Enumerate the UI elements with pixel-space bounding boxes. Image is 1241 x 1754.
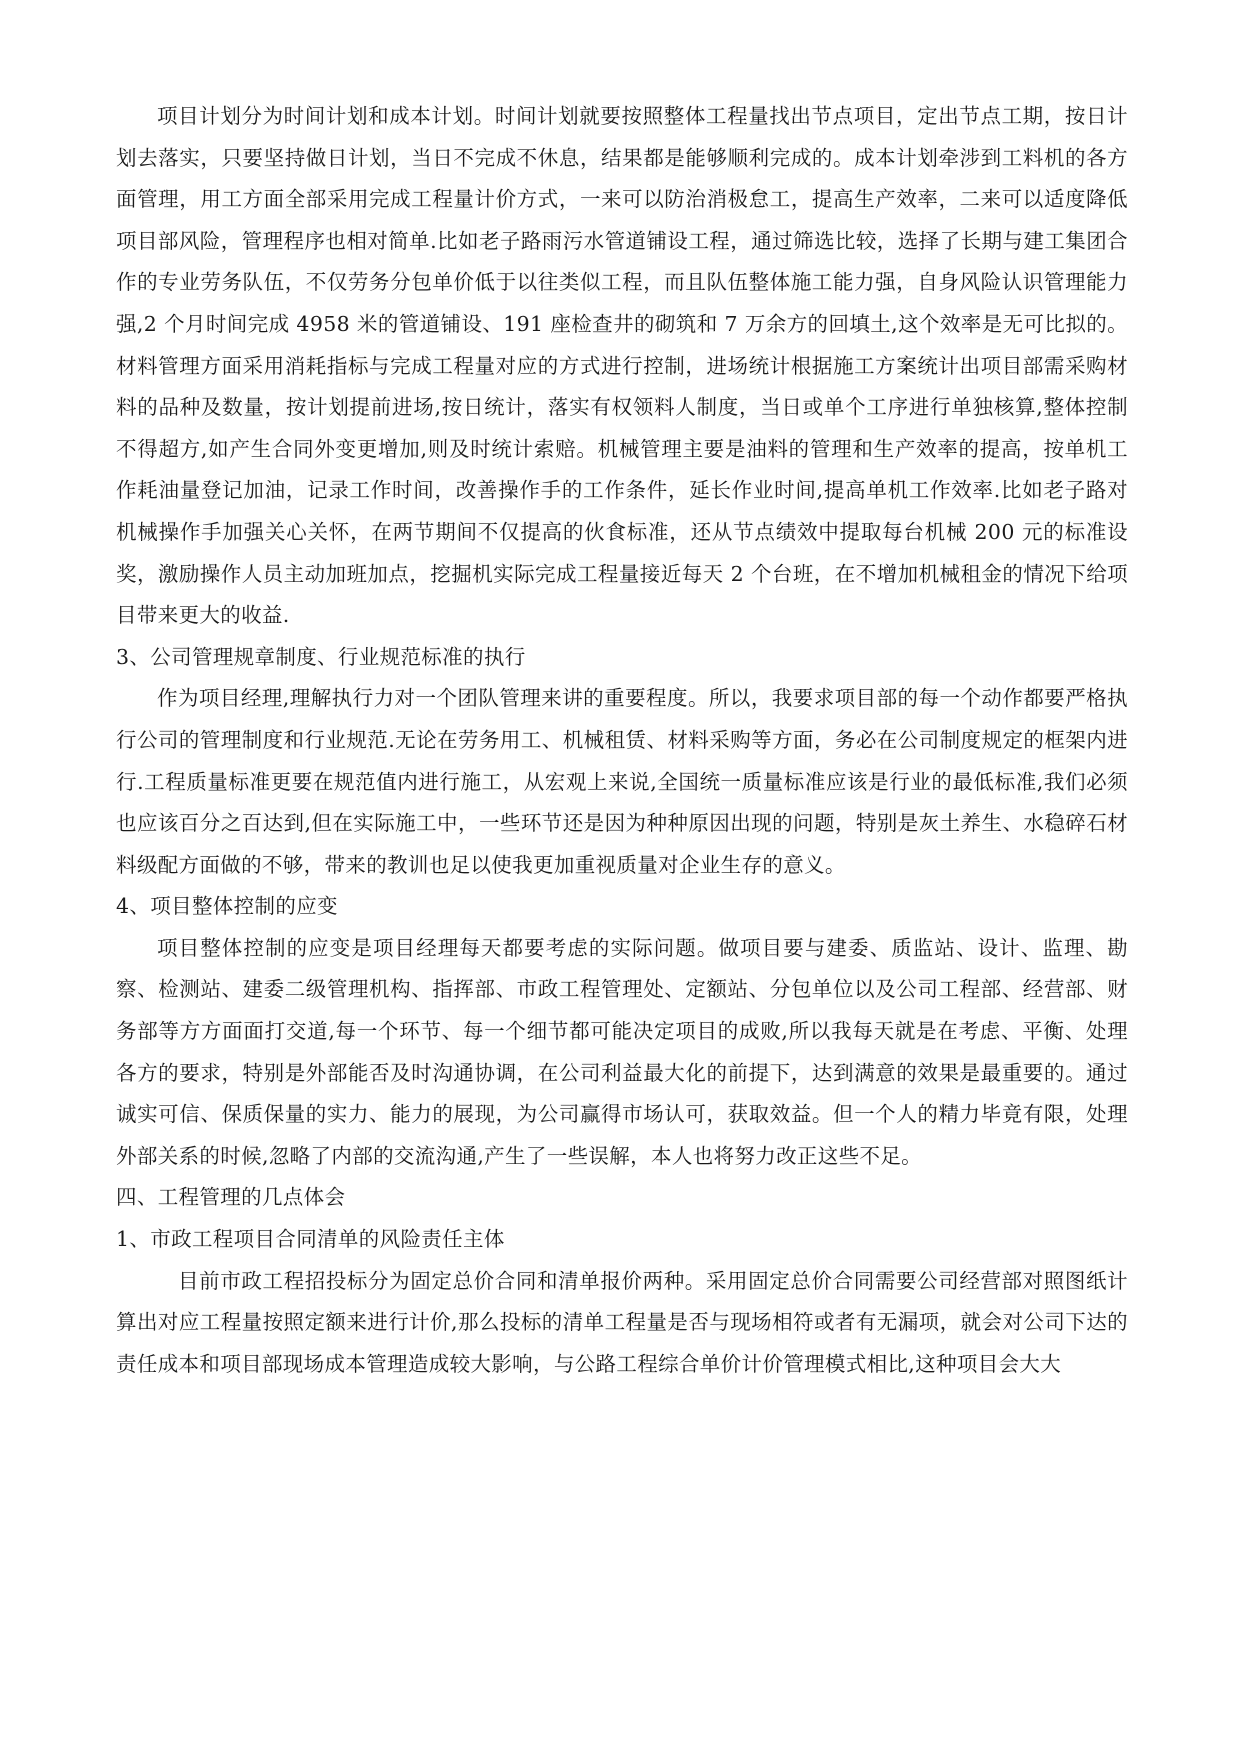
document-page — [116, 96, 1128, 1385]
body-paragraph-rules-execution: 作为项目经理,理解执行力对一个团队管理来讲的重要程度。所以，我要求项目部的每一个动作都要严格执行公司的管理制度和行业规范.无论在劳务用工、机械租赁、材料采购等方面，务必在公司制度规定的框架内进行.工程质量标准更要在规范值内进行施工，从宏观上来说,全国统一质量标准应该是行业的最低标准,我们必须也应该百分之百达到,但在实际施工中，一些环节还是因为种种原因出现的问题，特别是灰土养生、水稳碎石材料级配方面做的不够，带来的教训也足以使我更加重视质量对企业生存的意义。 — [116, 686, 1128, 877]
body-paragraph-time-and-cost-plan: 项目计划分为时间计划和成本计划。时间计划就要按照整体工程量找出节点项目，定出节点工期，按日计划去落实，只要坚持做日计划，当日不完成不休息，结果都是能够顺利完成的。成本计划牵涉到工料机的各方面管理，用工方面全部采用完成工程量计价方式，一来可以防治消极怠工，提高生产效率，二来可以适度降低项目部风险，管理程序也相对简单.比如老子路雨污水管道铺设工程，通过筛选比较，选择了长期与建工集团合作的专业劳务队伍，不仅劳务分包单价低于以往类似工程，而且队伍整体施工能力强，自身风险认识管理能力强,2 个月时间完成 4958 米的管道铺设、191 座检查井的砌筑和 7 万余方的回填土,这个效率是无可比拟的。材料管理方面采用消耗指标与完成工程量对应的方式进行控制，进场统计根据施工方案统计出项目部需采购材料的品种及数量，按计划提前进场,按日统计，落实有权领料人制度，当日或单个工序进行单独核算,整体控制不得超方,如产生合同外变更增加,则及时统计索赔。机械管理主要是油料的管理和生产效率的提高，按单机工作耗油量登记加油，记录工作时间，改善操作手的工作条件，延长作业时间,提高单机工作效率.比如老子路对机械操作手加强关心关怀，在两节期间不仅提高的伙食标准，还从节点绩效中提取每台机械 200 元的标准设奖，激励操作人员主动加班加点，挖掘机实际完成工程量接近每天 2 个台班，在不增加机械租金的情况下给项目带来更大的收益. — [116, 104, 1128, 628]
section-heading-4: 4、项目整体控制的应变 — [116, 894, 338, 919]
chapter-heading-four: 四、工程管理的几点体会 — [116, 1185, 346, 1210]
section-heading-1: 1、市政工程项目合同清单的风险责任主体 — [116, 1227, 505, 1252]
section-heading-3: 3、公司管理规章制度、行业规范标准的执行 — [116, 644, 526, 669]
body-paragraph-contract-risk: 目前市政工程招投标分为固定总价合同和清单报价两种。采用固定总价合同需要公司经营部对照图纸计算出对应工程量按照定额来进行计价,那么投标的清单工程量是否与现场相符或者有无漏项，就会对公司下达的责任成本和项目部现场成本管理造成较大影响，与公路工程综合单价计价管理模式相比,这种项目会大大 — [116, 1268, 1128, 1376]
body-paragraph-overall-control: 项目整体控制的应变是项目经理每天都要考虑的实际问题。做项目要与建委、质监站、设计、监理、勘察、检测站、建委二级管理机构、指挥部、市政工程管理处、定额站、分包单位以及公司工程部、经营部、财务部等方方面面打交道,每一个环节、每一个细节都可能决定项目的成败,所以我每天就是在考虑、平衡、处理各方的要求，特别是外部能否及时沟通协调，在公司利益最大化的前提下，达到满意的效果是最重要的。通过诚实可信、保质保量的实力、能力的展现，为公司赢得市场认可，获取效益。但一个人的精力毕竟有限，处理外部关系的时候,忽略了内部的交流沟通,产生了一些误解，本人也将努力改正这些不足。 — [116, 935, 1128, 1168]
